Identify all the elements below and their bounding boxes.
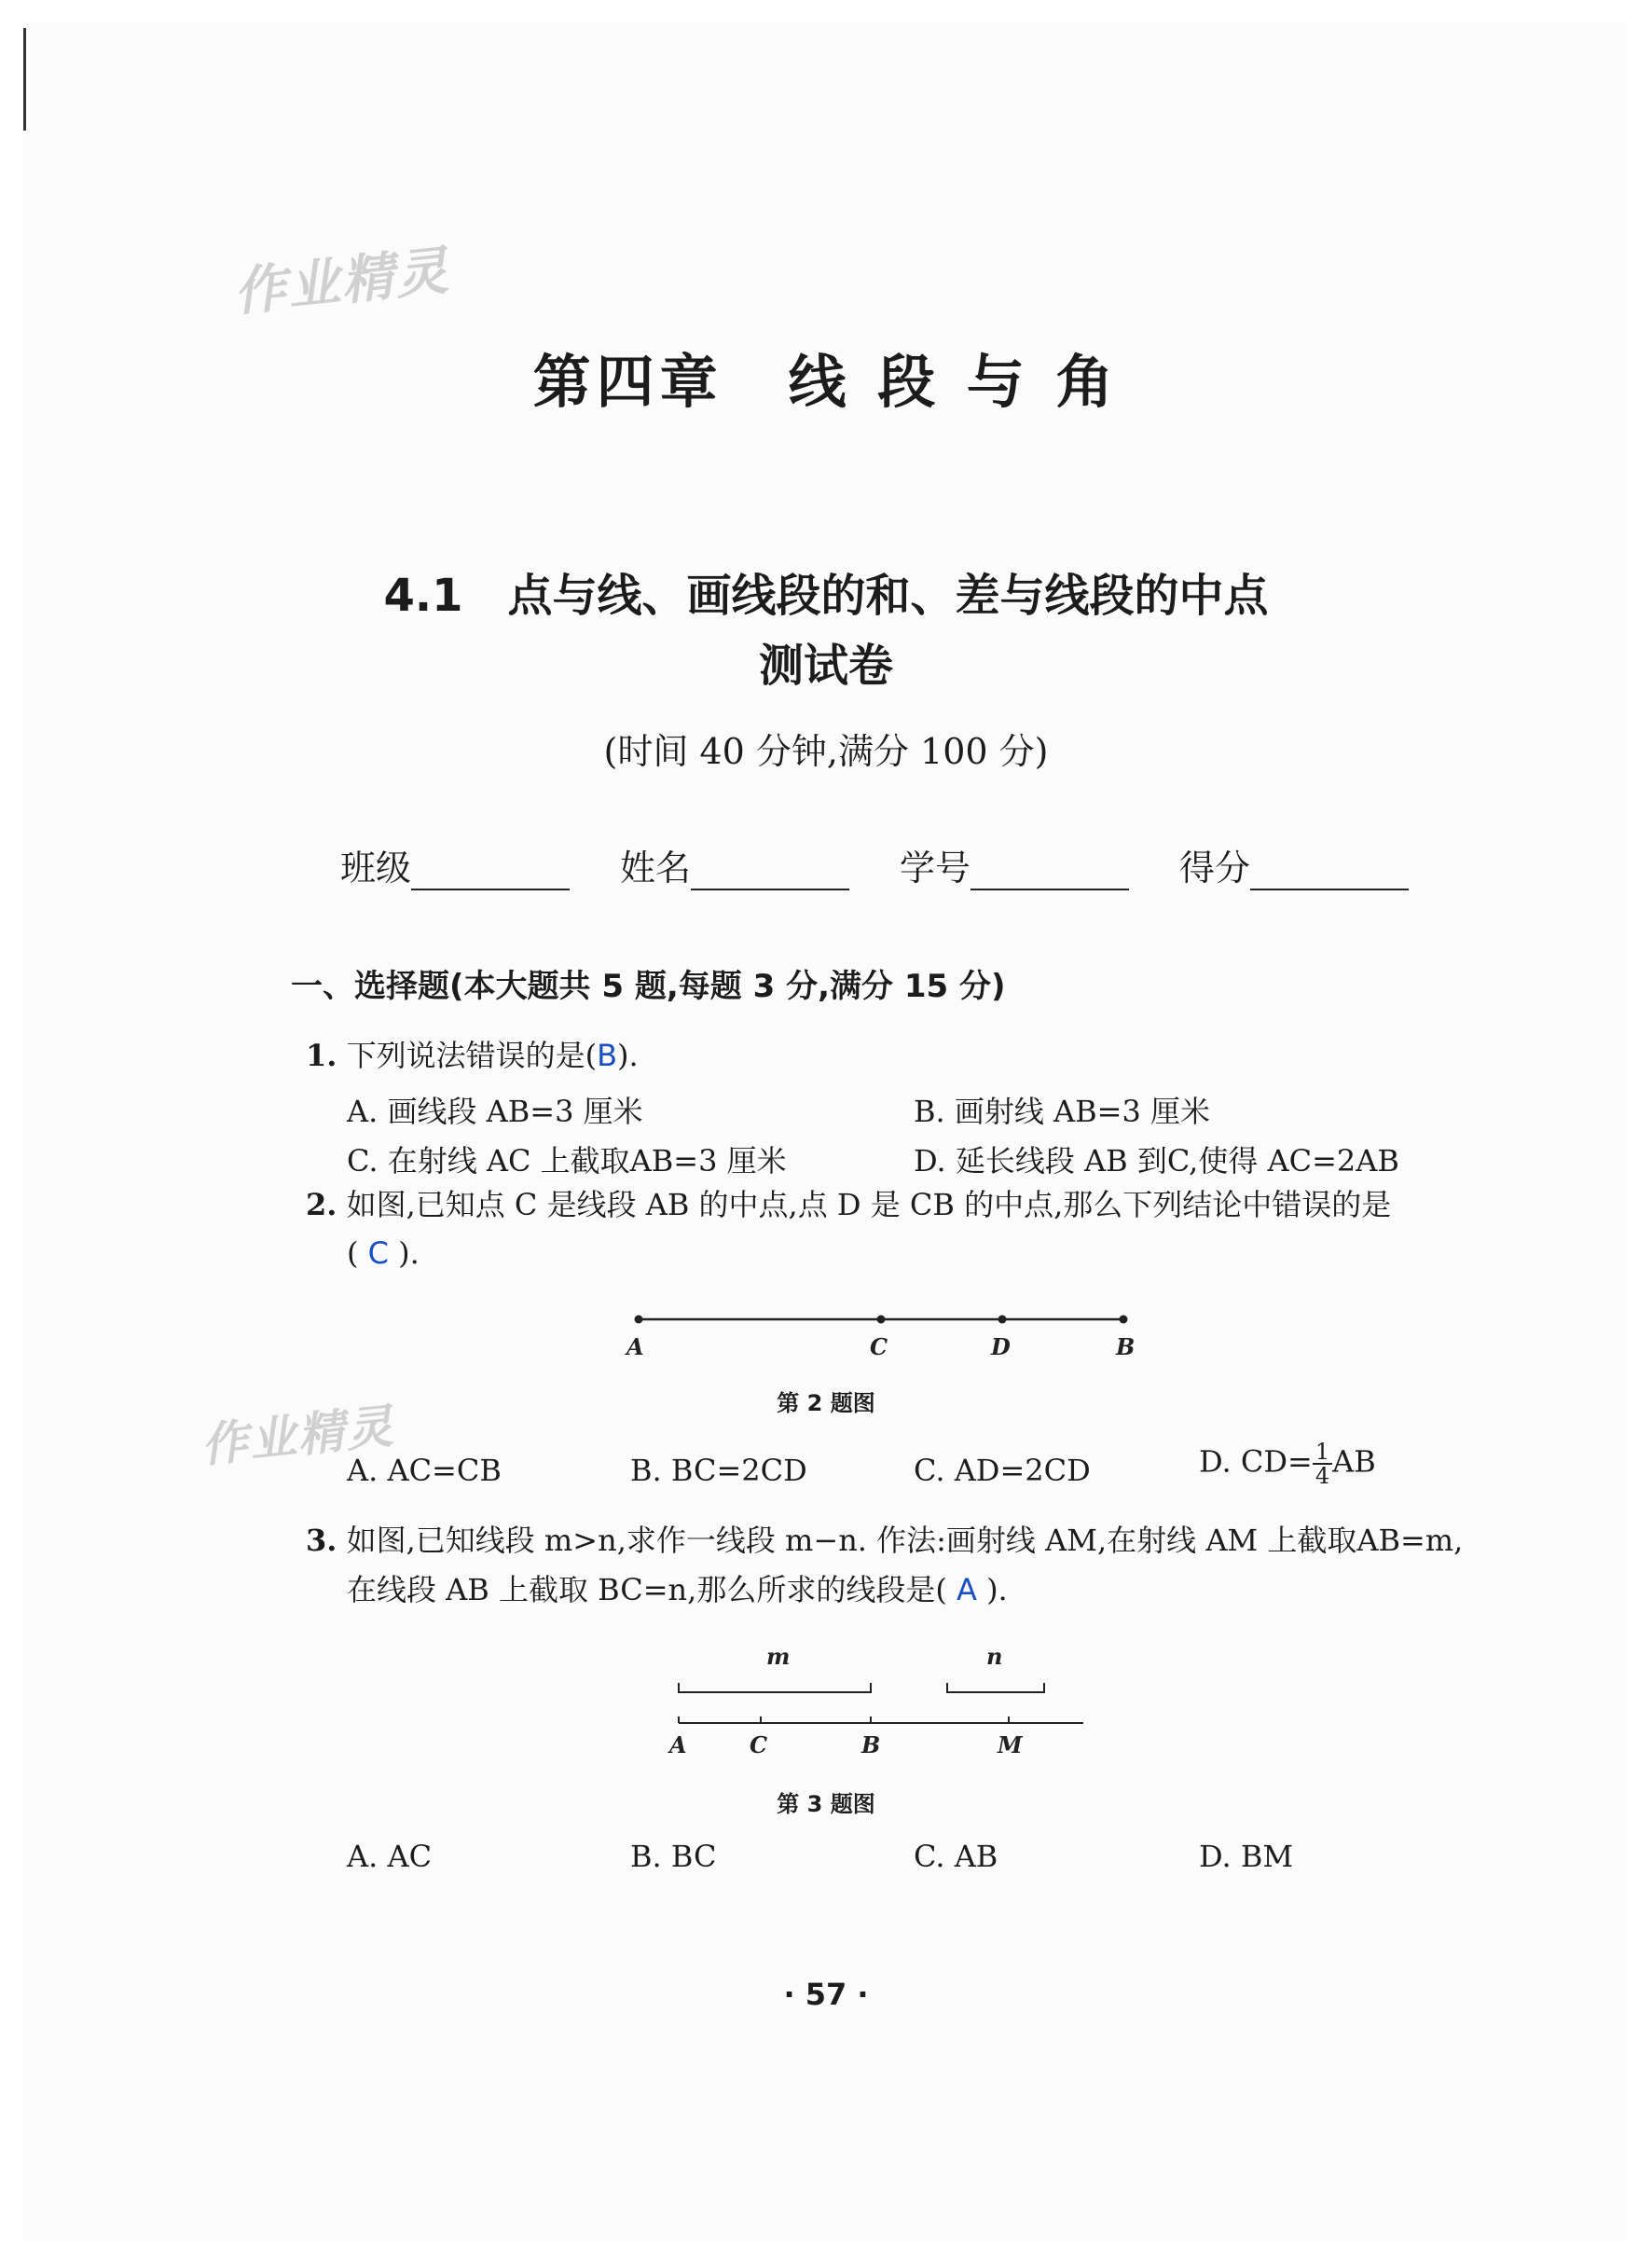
q2-option-d xyxy=(1199,1441,1376,1487)
q3-option-a: A. AC xyxy=(347,1839,433,1874)
info-label: 学号 xyxy=(900,848,971,889)
section-title: 4.1 点与线、画线段的和、差与线段的中点 xyxy=(383,570,1269,622)
blank-line[interactable] xyxy=(1250,853,1409,890)
question-text: 下列说法错误的是( xyxy=(346,1038,598,1073)
q3-option-b: B. BC xyxy=(630,1839,717,1874)
point-d xyxy=(998,1316,1007,1324)
q3-figure xyxy=(653,1636,1100,1758)
label-b: B xyxy=(861,1731,881,1758)
label-a: A xyxy=(669,1731,687,1758)
question-1 xyxy=(306,1037,639,1074)
question-number: 1. xyxy=(306,1038,337,1073)
label-m-point: M xyxy=(998,1731,1023,1758)
label-b: B xyxy=(1116,1333,1136,1360)
question-end: ). xyxy=(398,1235,420,1271)
point-c xyxy=(877,1316,886,1324)
section-subtitle: 测试卷 xyxy=(758,640,893,692)
question-number: 3. xyxy=(306,1523,337,1558)
question-text: 在线段 AB 上截取 BC=n,那么所求的线段是( xyxy=(347,1572,947,1607)
question-2 xyxy=(306,1186,1391,1223)
q1-option-d: D. 延长线段 AB 到C,使得 AC=2AB xyxy=(914,1143,1399,1179)
question-2-line2 xyxy=(347,1234,420,1272)
info-label: 得分 xyxy=(1179,848,1251,889)
q3-caption: 第 3 题图 xyxy=(777,1791,875,1817)
q2-figure xyxy=(615,1301,1147,1366)
blank-line[interactable] xyxy=(411,853,570,890)
numerator: 1 xyxy=(1313,1441,1332,1465)
paren-open: ( xyxy=(347,1235,359,1271)
question-text: 如图,已知线段 m>n,求作一线段 m−n. 作法:画射线 AM,在射线 AM 上截取AB=m, xyxy=(346,1523,1464,1558)
q1-option-a: A. 画线段 AB=3 厘米 xyxy=(347,1094,643,1129)
info-score xyxy=(1179,839,1409,890)
option-text: D. CD= xyxy=(1199,1443,1313,1480)
label-c: C xyxy=(750,1731,768,1758)
q1-option-b: B. 画射线 AB=3 厘米 xyxy=(914,1094,1211,1129)
question-end: ). xyxy=(617,1038,639,1073)
info-label: 班级 xyxy=(340,848,412,889)
section-heading: 一、选择题(本大题共 5 题,每题 3 分,满分 15 分) xyxy=(291,968,1006,1005)
q2-caption: 第 2 题图 xyxy=(777,1390,875,1416)
point-b xyxy=(1120,1316,1128,1324)
question-end: ). xyxy=(986,1572,1008,1607)
label-n: n xyxy=(986,1643,1003,1670)
chapter-number: 第四章 xyxy=(532,348,723,416)
question-3-line2 xyxy=(347,1571,1008,1608)
blank-line[interactable] xyxy=(691,853,849,890)
chapter-title xyxy=(0,336,1652,419)
q2-option-a: A. AC=CB xyxy=(347,1453,502,1488)
fraction xyxy=(1313,1441,1332,1487)
q1-option-c: C. 在射线 AC 上截取AB=3 厘米 xyxy=(347,1143,787,1179)
info-class xyxy=(340,839,570,890)
question-number: 2. xyxy=(306,1187,337,1222)
point-a xyxy=(635,1316,643,1324)
time-note: (时间 40 分钟,满分 100 分) xyxy=(603,731,1049,772)
info-student-id xyxy=(900,839,1129,890)
label-a: A xyxy=(626,1333,644,1360)
label-m: m xyxy=(766,1643,791,1670)
question-text: 如图,已知点 C 是线段 AB 的中点,点 D 是 CB 的中点,那么下列结论中错误的是 xyxy=(346,1187,1392,1222)
denominator: 4 xyxy=(1315,1463,1330,1489)
segment-m xyxy=(679,1683,871,1692)
scan-edge-line xyxy=(23,28,26,131)
q3-option-c: C. AB xyxy=(914,1839,998,1874)
answer-mark: A xyxy=(957,1572,977,1607)
option-text: AB xyxy=(1332,1443,1376,1480)
watermark-top: 作业精灵 xyxy=(230,241,453,324)
chapter-name: 线 段 与 角 xyxy=(788,348,1120,416)
segment-n xyxy=(947,1683,1044,1692)
q2-option-c: C. AD=2CD xyxy=(914,1453,1091,1488)
label-c: C xyxy=(870,1333,888,1360)
info-label: 姓名 xyxy=(620,848,692,889)
q2-option-b: B. BC=2CD xyxy=(630,1453,807,1488)
watermark-middle: 作业精灵 xyxy=(198,1399,397,1473)
blank-line[interactable] xyxy=(971,853,1129,890)
question-3 xyxy=(306,1522,1463,1559)
label-d: D xyxy=(991,1333,1011,1360)
info-name xyxy=(620,839,849,890)
answer-mark: B xyxy=(597,1038,618,1073)
answer-mark: C xyxy=(367,1235,389,1271)
page-number: · 57 · xyxy=(783,1977,869,2012)
q3-option-d: D. BM xyxy=(1199,1839,1294,1874)
